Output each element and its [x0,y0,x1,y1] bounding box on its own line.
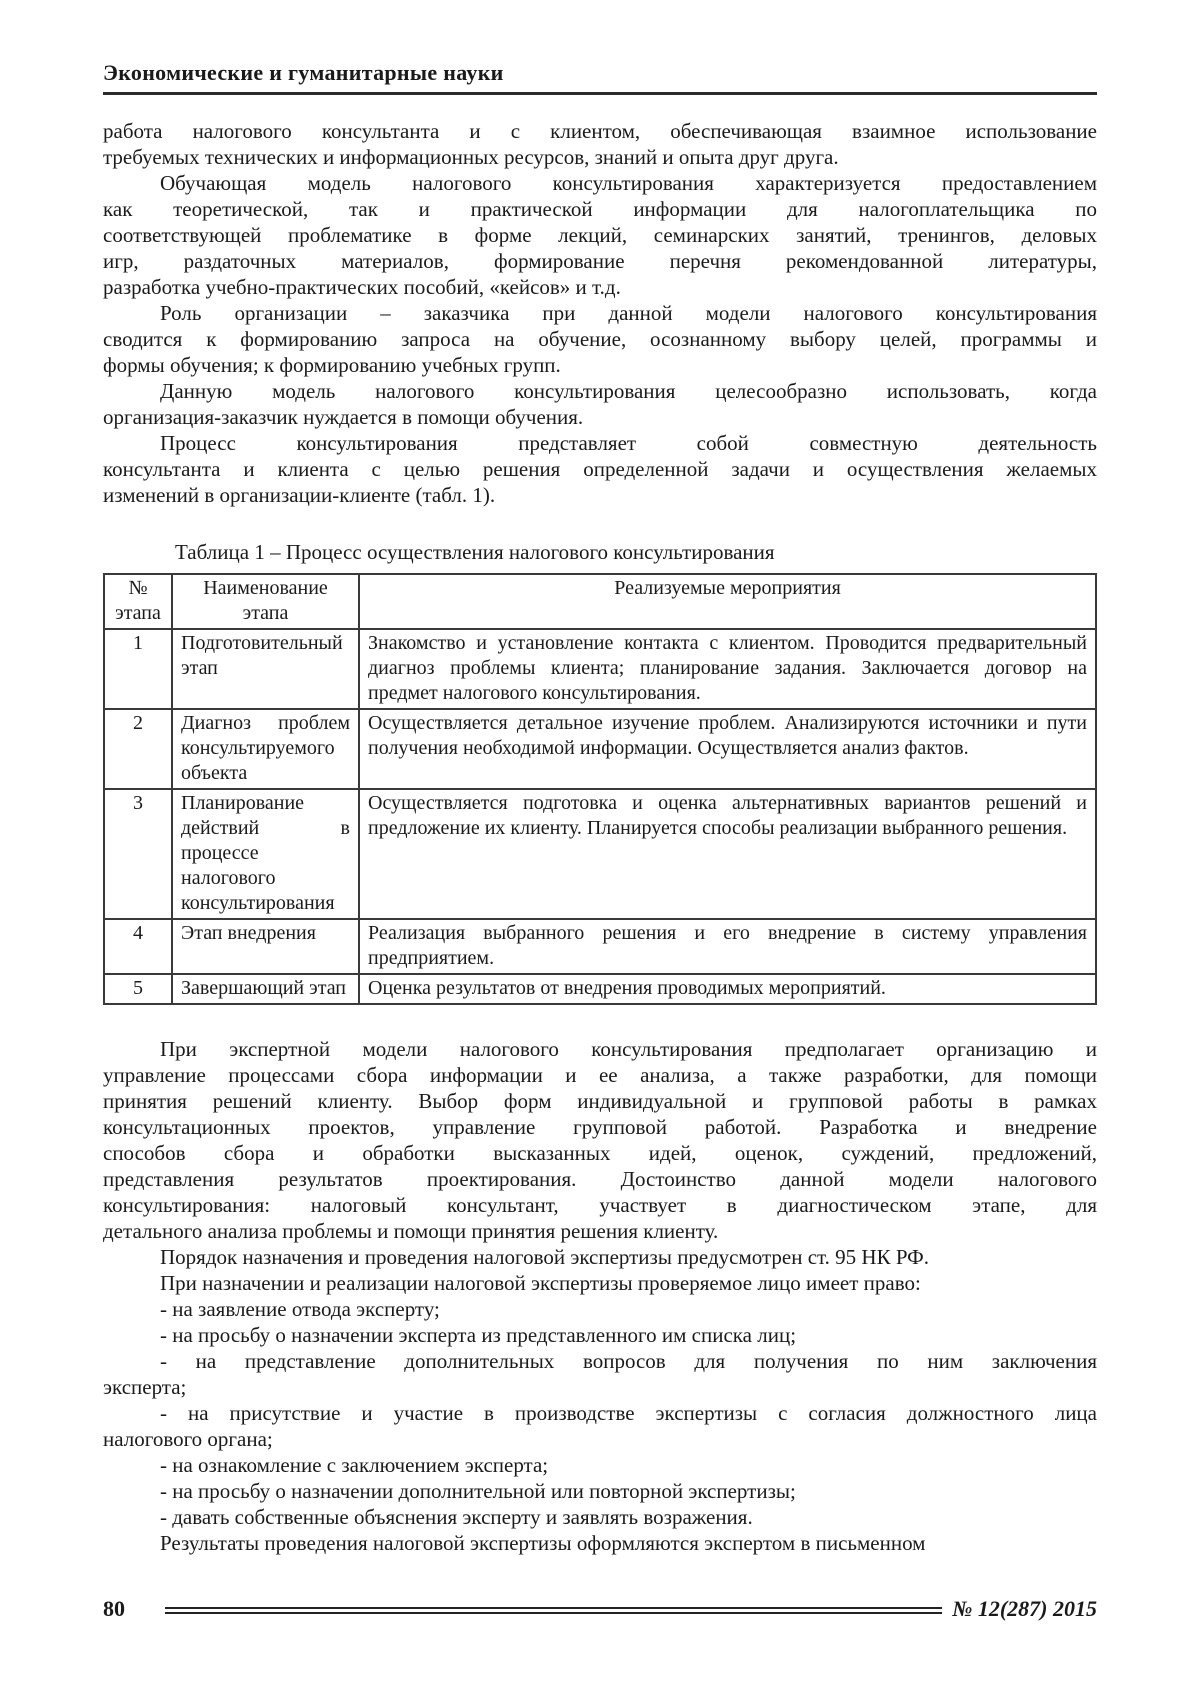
col-header-stage-number: № этапа [104,574,172,629]
paragraph [103,300,1097,378]
paragraph [103,1504,1097,1530]
paragraph-line: - на присутствие и участие в производстве экспертизы с согласия должностного лица [160,1401,1097,1425]
process-table [103,573,1097,1005]
table-row [104,629,1096,709]
page-footer [103,1596,1097,1622]
paragraph-line: При экспертной модели налогового консультирования предполагает организацию и [160,1037,1097,1061]
paragraph [103,430,1097,508]
table-header [104,574,1096,629]
paragraph [103,118,1097,170]
table-row [104,919,1096,974]
paragraph-line: налогового органа; [103,1427,273,1451]
table-row [104,974,1096,1004]
paragraph [103,1296,1097,1322]
body-text-top [103,118,1097,508]
paragraph-line: соответствующей проблематике в форме лекций, семинарских занятий, тренингов, деловых [103,223,1097,247]
paragraph [103,1348,1097,1400]
paragraph-line: Роль организации – заказчика при данной модели налогового консультирования [160,301,1097,325]
stage-name-cell: Планирование действий в процессе налогового консультирования [172,789,359,919]
stage-number-cell: 4 [104,919,172,974]
footer-rule [165,1607,942,1614]
paragraph [103,1322,1097,1348]
page-number: 80 [103,1596,125,1621]
paragraph [103,1244,1097,1270]
paragraph-line: принятия решений клиенту. Выбор форм индивидуальной и групповой работы в рамках [103,1089,1097,1113]
body-text-bottom [103,1036,1097,1556]
paragraph-line: консультирования: налоговый консультант, участвует в диагностическом этапе, для [103,1193,1097,1217]
paragraph-line: представления результатов проектирования. Достоинство данной модели налогового [103,1167,1097,1191]
paragraph-line: способов сбора и обработки высказанных идей, оценок, суждений, предложений, [103,1141,1097,1165]
paragraph-line: При назначении и реализации налоговой экспертизы проверяемое лицо имеет право: [160,1271,921,1295]
activities-cell: Оценка результатов от внедрения проводимых мероприятий. [359,974,1096,1004]
paragraph-line: требуемых технических и информационных ресурсов, знаний и опыта друг друга. [103,145,839,169]
paragraph-line: - на ознакомление с заключением эксперта; [160,1453,549,1477]
running-head [103,60,1097,95]
running-head-title: Экономические и гуманитарные науки [103,60,504,85]
issue-label: № 12(287) 2015 [952,1596,1097,1621]
table-caption [103,539,1097,565]
paragraph-line: Обучающая модель налогового консультирования характеризуется предоставлением [160,171,1097,195]
paragraph-line: консультационных проектов, управление групповой работой. Разработка и внедрение [103,1115,1097,1139]
paragraph-line: консультанта и клиента с целью решения определенной задачи и осуществления желаемых [103,457,1097,481]
stage-number-cell: 2 [104,709,172,789]
paragraph-line: игр, раздаточных материалов, формирование перечня рекомендованной литературы, [103,249,1097,273]
stage-name-cell: Подготовительный этап [172,629,359,709]
paragraph [103,1452,1097,1478]
paragraph-line: разработка учебно-практических пособий, «кейсов» и т.д. [103,275,621,299]
paragraph-line: - на просьбу о назначении эксперта из представленного им списка лиц; [160,1323,797,1347]
paragraph [103,1400,1097,1452]
table-header-row [104,574,1096,629]
paragraph-line: сводится к формированию запроса на обучение, осознанному выбору целей, программы и [103,327,1097,351]
paragraph [103,1270,1097,1296]
paragraph-line: эксперта; [103,1375,187,1399]
paragraph-line: организация-заказчик нуждается в помощи обучения. [103,405,584,429]
paragraph [103,1036,1097,1244]
stage-number-cell: 5 [104,974,172,1004]
table-row [104,709,1096,789]
paragraph-line: работа налогового консультанта и с клиентом, обеспечивающая взаимное использование [103,119,1097,143]
paragraph [103,1478,1097,1504]
stage-number-cell: 3 [104,789,172,919]
col-header-stage-name: Наименование этапа [172,574,359,629]
stage-name-cell: Этап внедрения [172,919,359,974]
paragraph-line: Данную модель налогового консультирования целесообразно использовать, когда [160,379,1097,403]
paragraph-line: детального анализа проблемы и помощи принятия решения клиенту. [103,1219,719,1243]
paragraph-line: Порядок назначения и проведения налоговой экспертизы предусмотрен ст. 95 НК РФ. [160,1245,929,1269]
stage-name-cell: Диагноз проблем консультируемого объекта [172,709,359,789]
table-caption-text: Таблица 1 – Процесс осуществления налогового консультирования [175,540,775,564]
activities-cell: Осуществляется детальное изучение проблем. Анализируются источники и пути получения необходимой информации. Осуществляется анализ фактов. [359,709,1096,789]
paragraph-line: как теоретической, так и практической информации для налогоплательщика по [103,197,1097,221]
stage-name-cell: Завершающий этап [172,974,359,1004]
paragraph-line: Процесс консультирования представляет собой совместную деятельность [160,431,1097,455]
activities-cell: Знакомство и установление контакта с клиентом. Проводится предварительный диагноз проблемы клиента; планирование задания. Заключается договор на предмет налогового консультирования. [359,629,1096,709]
paragraph [103,1530,1097,1556]
paragraph-line: - давать собственные объяснения эксперту и заявлять возражения. [160,1505,753,1529]
paragraph-line: формы обучения; к формированию учебных групп. [103,353,561,377]
paragraph-line: - на просьбу о назначении дополнительной или повторной экспертизы; [160,1479,796,1503]
paragraph-line: изменений в организации-клиенте (табл. 1). [103,483,496,507]
paragraph-line: - на представление дополнительных вопросов для получения по ним заключения [160,1349,1097,1373]
activities-cell: Реализация выбранного решения и его внедрение в систему управления предприятием. [359,919,1096,974]
paragraph [103,170,1097,300]
activities-cell: Осуществляется подготовка и оценка альтернативных вариантов решений и предложение их клиенту. Планируется способы реализации выбранного решения. [359,789,1096,919]
paragraph [103,378,1097,430]
col-header-activities: Реализуемые мероприятия [359,574,1096,629]
table-body [104,629,1096,1004]
paragraph-line: управление процессами сбора информации и ее анализа, а также разработки, для помощи [103,1063,1097,1087]
table-row [104,789,1096,919]
paragraph-line: - на заявление отвода эксперту; [160,1297,440,1321]
paragraph-line: Результаты проведения налоговой экспертизы оформляются экспертом в письменном [160,1531,926,1555]
stage-number-cell: 1 [104,629,172,709]
